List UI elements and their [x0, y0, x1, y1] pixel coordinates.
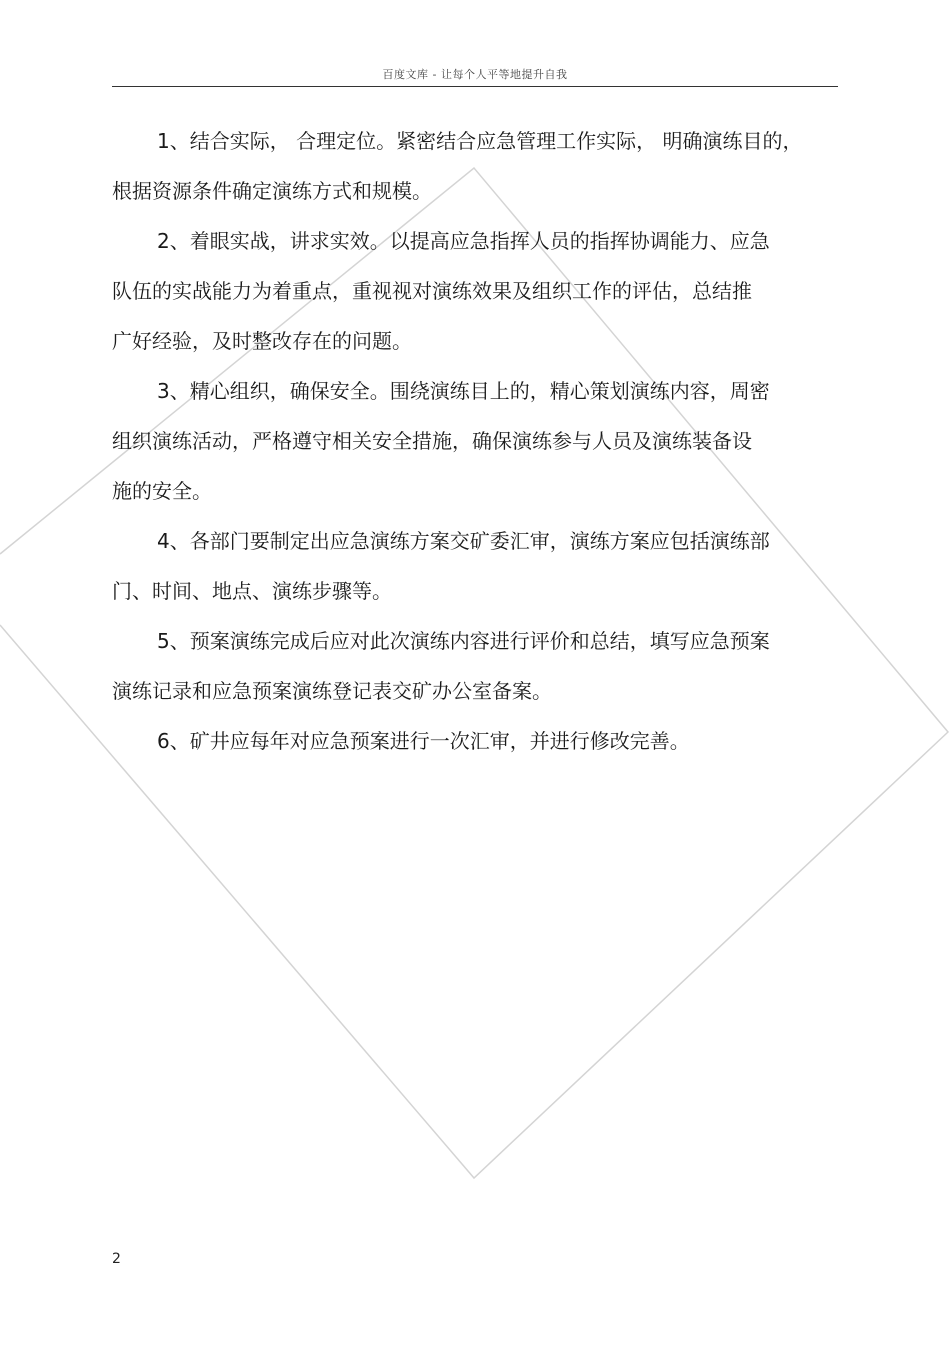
paragraph-4-line-2: 门、时间、地点、演练步骤等。	[112, 579, 392, 603]
paragraph-2-line-1: 2、着眼实战，讲求实效。以提高应急指挥人员的指挥协调能力、应急	[157, 229, 770, 253]
paragraph-5-line-1: 5、预案演练完成后应对此次演练内容进行评价和总结，填写应急预案	[157, 629, 770, 653]
paragraph-1-line-1: 1、结合实际， 合理定位。紧密结合应急管理工作实际， 明确演练目的，	[157, 129, 803, 153]
page-header: 百度文库 - 让每个人平等地提升自我	[382, 68, 568, 81]
paragraph-4-line-1: 4、各部门要制定出应急演练方案交矿委汇审，演练方案应包括演练部	[157, 529, 770, 553]
paragraph-2-line-3: 广好经验，及时整改存在的问题。	[112, 329, 412, 353]
header-divider	[112, 86, 838, 87]
paragraph-3-line-3: 施的安全。	[112, 479, 212, 503]
paragraph-1-line-2: 根据资源条件确定演练方式和规模。	[112, 179, 432, 203]
paragraph-3-line-1: 3、精心组织，确保安全。围绕演练目上的，精心策划演练内容，周密	[157, 379, 770, 403]
paragraph-6-line-1: 6、矿井应每年对应急预案进行一次汇审，并进行修改完善。	[157, 729, 690, 753]
paragraph-5-line-2: 演练记录和应急预案演练登记表交矿办公室备案。	[112, 679, 552, 703]
paragraph-2-line-2: 队伍的实战能力为着重点，重视视对演练效果及组织工作的评估，总结推	[112, 279, 752, 303]
page-number: 2	[112, 1251, 121, 1267]
paragraph-3-line-2: 组织演练活动，严格遵守相关安全措施，确保演练参与人员及演练装备设	[112, 429, 752, 453]
